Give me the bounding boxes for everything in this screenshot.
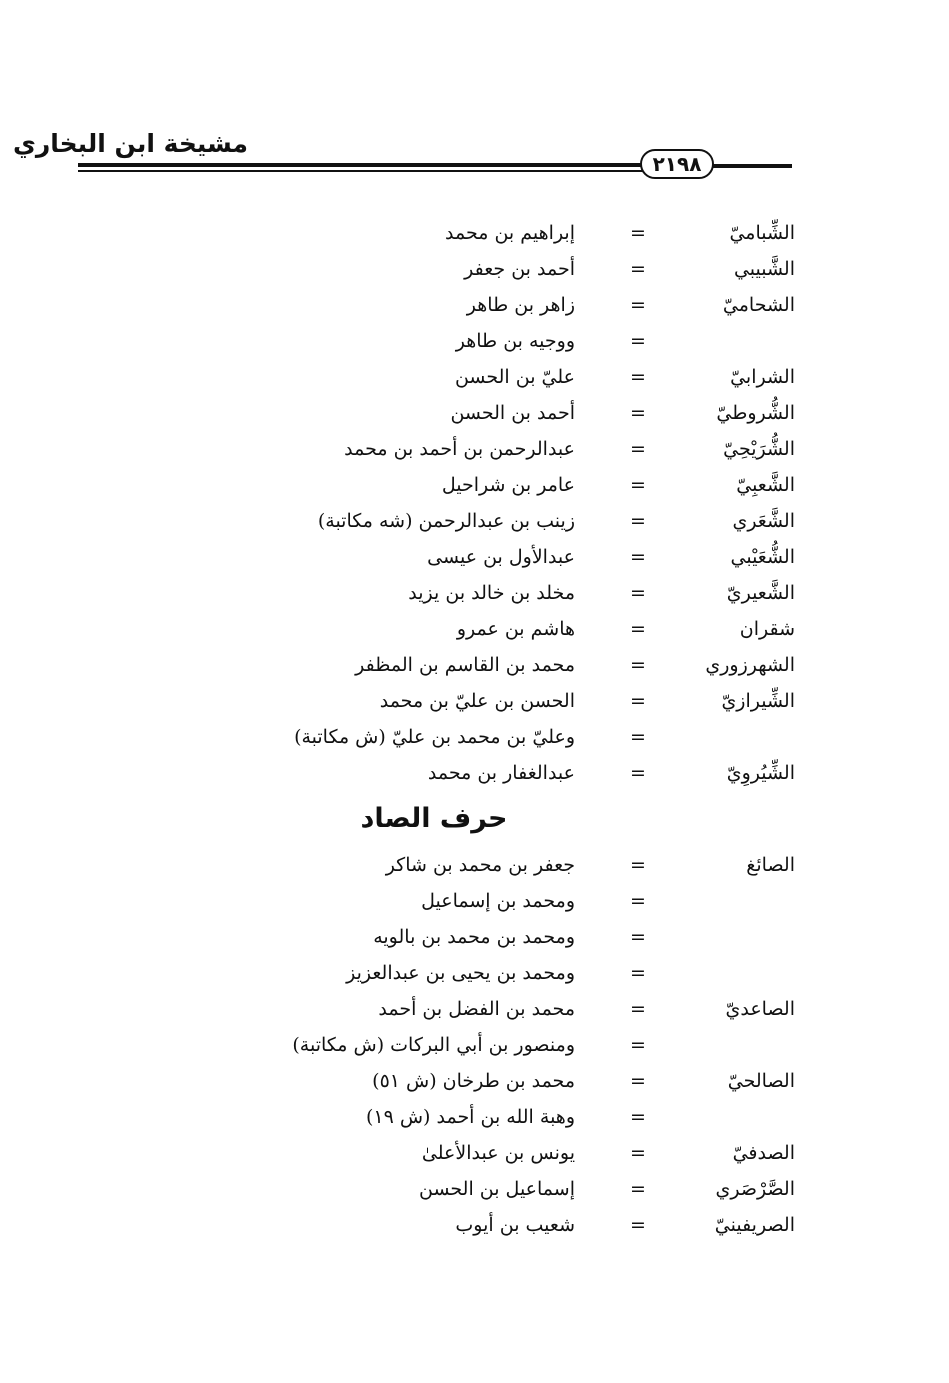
entry-equals: = bbox=[630, 222, 646, 244]
entry-equals: = bbox=[630, 962, 646, 984]
index-entry-row bbox=[0, 611, 949, 647]
entry-name: زاهر بن طاهر bbox=[466, 294, 575, 316]
entry-equals: = bbox=[630, 438, 646, 460]
entry-nisba: الشَّعبِيّ bbox=[736, 474, 795, 496]
index-entry-row bbox=[0, 287, 949, 323]
index-entry-row bbox=[0, 847, 949, 883]
entry-equals: = bbox=[630, 890, 646, 912]
index-entries bbox=[0, 215, 949, 1243]
entry-nisba: الشحاميّ bbox=[722, 294, 795, 316]
entry-equals: = bbox=[630, 926, 646, 948]
header-rule-thin bbox=[78, 170, 644, 172]
entry-equals: = bbox=[630, 1142, 646, 1164]
index-entry-row bbox=[0, 955, 949, 991]
entry-equals: = bbox=[630, 474, 646, 496]
entry-nisba: الشُّرَيْحِيّ bbox=[723, 438, 795, 460]
book-title: مشيخة ابن البخاري bbox=[12, 129, 248, 158]
entry-name: زينب بن عبدالرحمن (شه مكاتبة) bbox=[317, 510, 575, 532]
entry-equals: = bbox=[630, 690, 646, 712]
entry-nisba: شقران bbox=[739, 618, 795, 640]
entry-name: ومحمد بن إسماعيل bbox=[421, 890, 575, 912]
entry-name: ومحمد بن يحيى بن عبدالعزيز bbox=[346, 962, 575, 984]
entry-equals: = bbox=[630, 618, 646, 640]
entry-nisba: الشهرزوري bbox=[705, 654, 795, 676]
entry-name: عبدالرحمن بن أحمد بن محمد bbox=[344, 438, 575, 460]
entry-nisba: الشَّبيبي bbox=[733, 258, 795, 280]
index-entry-row bbox=[0, 991, 949, 1027]
entry-equals: = bbox=[630, 998, 646, 1020]
entry-nisba: الشِّيُروِيّ bbox=[726, 762, 795, 784]
entry-name: إبراهيم بن محمد bbox=[445, 222, 575, 244]
entry-name: جعفر بن محمد بن شاكر bbox=[385, 854, 575, 876]
entry-nisba: الصَّرْصَري bbox=[715, 1178, 795, 1200]
entry-equals: = bbox=[630, 762, 646, 784]
entry-nisba: الشرابيّ bbox=[730, 366, 795, 388]
index-entry-row bbox=[0, 683, 949, 719]
entry-equals: = bbox=[630, 402, 646, 424]
entry-name: ومحمد بن محمد بن بالويه bbox=[373, 926, 575, 948]
entry-equals: = bbox=[630, 1034, 646, 1056]
entry-name: مخلد بن خالد بن يزيد bbox=[408, 582, 575, 604]
entry-name: عامر بن شراحيل bbox=[441, 474, 575, 496]
entry-name: عليّ بن الحسن bbox=[454, 366, 575, 388]
entry-name: محمد بن طرخان (ش ٥١) bbox=[372, 1070, 575, 1092]
entry-name: عبدالأول بن عيسى bbox=[427, 546, 575, 568]
entry-equals: = bbox=[630, 1178, 646, 1200]
index-entry-row bbox=[0, 575, 949, 611]
entry-equals: = bbox=[630, 330, 646, 352]
index-entry-row bbox=[0, 1171, 949, 1207]
index-entry-row bbox=[0, 395, 949, 431]
entry-equals: = bbox=[630, 546, 646, 568]
entry-name: وعليّ بن محمد بن عليّ (ش مكاتبة) bbox=[294, 726, 575, 748]
entry-nisba: الصالحيّ bbox=[727, 1070, 795, 1092]
entry-name: أحمد بن جعفر bbox=[464, 258, 575, 280]
entry-nisba: الشُّعَيْبي bbox=[730, 546, 795, 568]
index-entry-row bbox=[0, 503, 949, 539]
index-entry-row bbox=[0, 215, 949, 251]
index-entry-row bbox=[0, 323, 949, 359]
entry-equals: = bbox=[630, 1106, 646, 1128]
entry-equals: = bbox=[630, 1070, 646, 1092]
entry-nisba: الصائغ bbox=[746, 854, 795, 876]
entry-name: يونس بن عبدالأعلىٰ bbox=[421, 1142, 575, 1164]
index-entry-row bbox=[0, 719, 949, 755]
page-number: ٢١٩٨ bbox=[640, 149, 714, 179]
entry-nisba: الشَّعَري bbox=[732, 510, 795, 532]
index-entry-row bbox=[0, 647, 949, 683]
entry-equals: = bbox=[630, 854, 646, 876]
entry-equals: = bbox=[630, 1214, 646, 1236]
entry-nisba: الشِّيرازيّ bbox=[721, 690, 795, 712]
entry-name: أحمد بن الحسن bbox=[450, 402, 575, 424]
index-entry-row bbox=[0, 1207, 949, 1243]
section-heading: حرف الصاد bbox=[360, 803, 508, 834]
index-entry-row bbox=[0, 919, 949, 955]
index-entry-row bbox=[0, 359, 949, 395]
index-entry-row bbox=[0, 1099, 949, 1135]
entry-name: شعيب بن أيوب bbox=[455, 1214, 575, 1236]
index-entry-row bbox=[0, 467, 949, 503]
entry-name: الحسن بن عليّ بن محمد bbox=[379, 690, 575, 712]
entry-nisba: الصاعديّ bbox=[725, 998, 795, 1020]
entry-equals: = bbox=[630, 726, 646, 748]
entry-nisba: الشُّروطيّ bbox=[716, 402, 795, 424]
entry-name: هاشم بن عمرو bbox=[456, 618, 575, 640]
index-entry-row bbox=[0, 431, 949, 467]
entry-equals: = bbox=[630, 294, 646, 316]
entry-name: وهبة الله بن أحمد (ش ١٩) bbox=[365, 1106, 575, 1128]
index-entry-row bbox=[0, 539, 949, 575]
entry-equals: = bbox=[630, 582, 646, 604]
entry-name: محمد بن القاسم بن المظفر bbox=[355, 654, 575, 676]
entry-nisba: الشِّباميّ bbox=[729, 222, 795, 244]
entry-equals: = bbox=[630, 654, 646, 676]
entry-name: ومنصور بن أبي البركات (ش مكاتبة) bbox=[292, 1034, 575, 1056]
header-rule-right bbox=[706, 164, 792, 168]
entry-name: ووجيه بن طاهر bbox=[455, 330, 575, 352]
entry-name: عبدالغفار بن محمد bbox=[427, 762, 575, 784]
index-entry-row bbox=[0, 251, 949, 287]
index-entry-row bbox=[0, 1063, 949, 1099]
entry-name: محمد بن الفضل بن أحمد bbox=[378, 998, 575, 1020]
entry-nisba: الصدفيّ bbox=[732, 1142, 795, 1164]
index-entry-row bbox=[0, 1027, 949, 1063]
entry-nisba: الصريفينيّ bbox=[714, 1214, 795, 1236]
entry-equals: = bbox=[630, 258, 646, 280]
entry-nisba: الشَّعيريّ bbox=[726, 582, 795, 604]
index-entry-row bbox=[0, 883, 949, 919]
entry-equals: = bbox=[630, 366, 646, 388]
index-entry-row bbox=[0, 1135, 949, 1171]
entry-name: إسماعيل بن الحسن bbox=[418, 1178, 575, 1200]
header-rule bbox=[78, 163, 644, 167]
index-entry-row bbox=[0, 755, 949, 791]
entry-equals: = bbox=[630, 510, 646, 532]
